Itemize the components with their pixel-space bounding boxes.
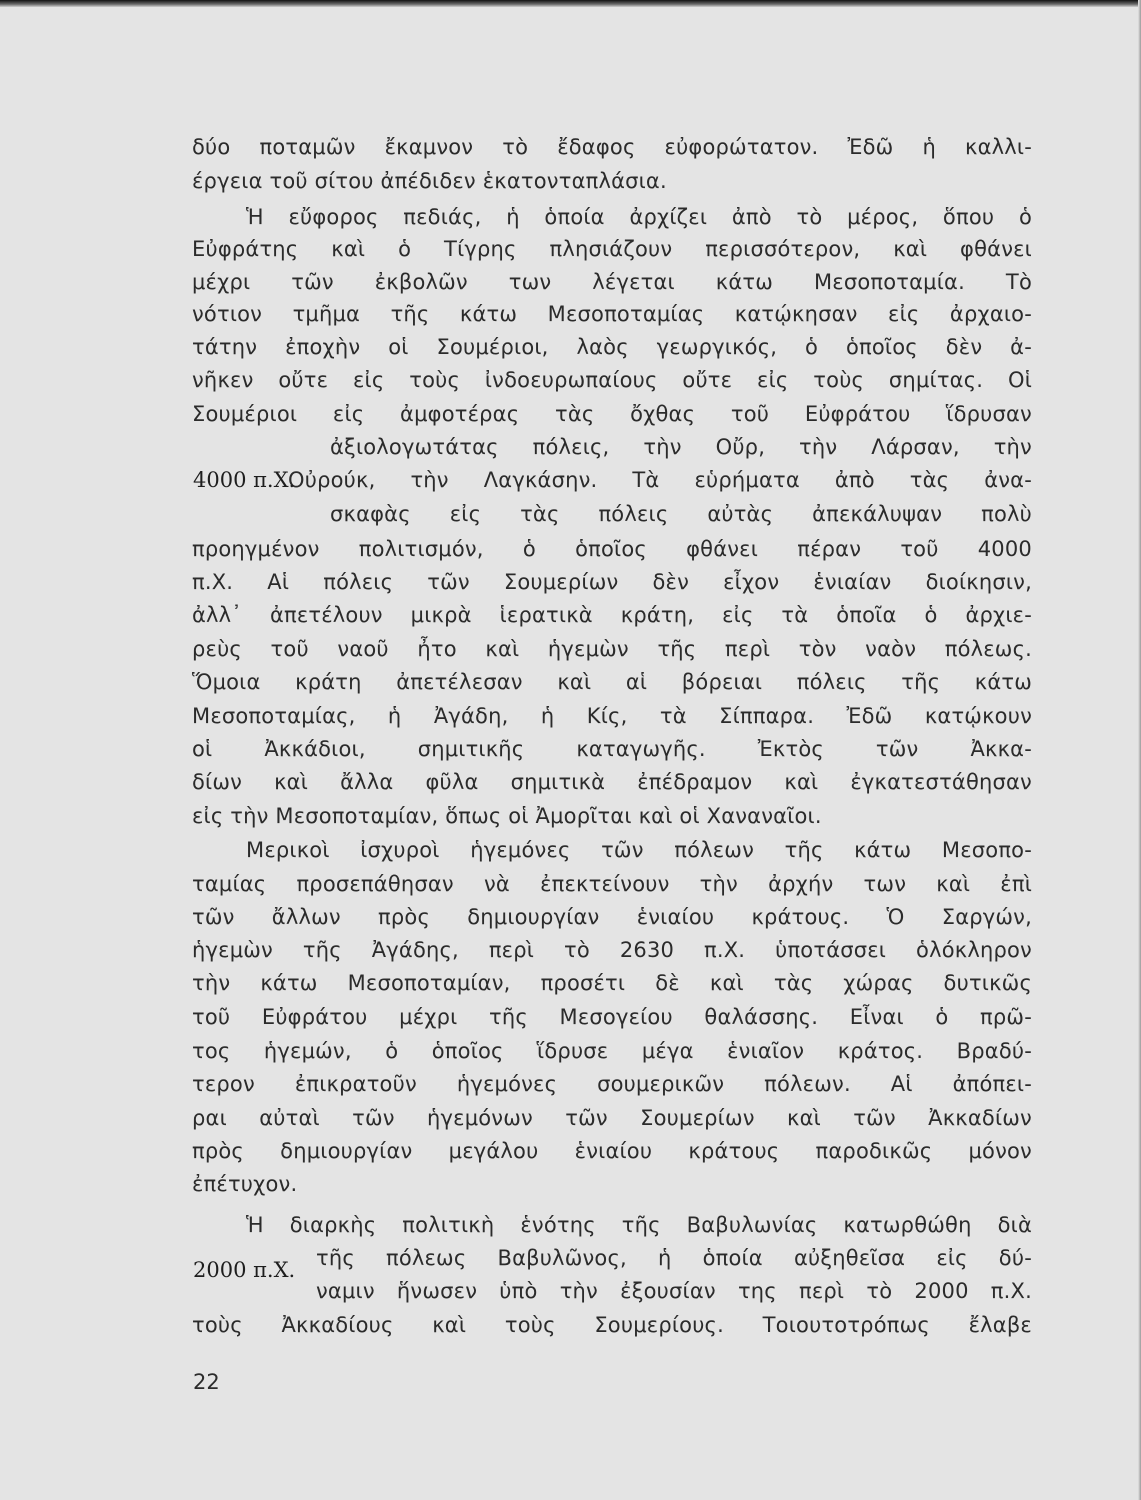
text-line: Μερικοὶ ἰσχυροὶ ἡγεμόνες τῶν πόλεων τῆς κάτω Μεσοπο- bbox=[246, 838, 1032, 862]
text-line: εἰς τὴν Μεσοποταμίαν, ὅπως οἱ Ἀμορῖται καὶ οἱ Χαναναῖοι. bbox=[192, 804, 822, 828]
text-line: νῆκεν οὔτε εἰς τοὺς ἰνδοευρωπαίους οὔτε εἰς τοὺς σημίτας. Οἱ bbox=[192, 368, 1032, 392]
text-line: δίων καὶ ἄλλα φῦλα σημιτικὰ ἐπέδραμον καὶ ἐγκατεστάθησαν bbox=[192, 770, 1032, 794]
text-line: δύο ποταμῶν ἔκαμνον τὸ ἔδαφος εὐφορώτατον. Ἐδῶ ἡ καλλι- bbox=[192, 135, 1032, 159]
text-line: σκαφὰς εἰς τὰς πόλεις αὐτὰς ἀπεκάλυψαν πολὺ bbox=[330, 502, 1032, 526]
text-line: Ἡ διαρκὴς πολιτικὴ ἑνότης τῆς Βαβυλωνίας κατωρθώθη διὰ bbox=[246, 1213, 1032, 1237]
text-line: ἀξιολογωτάτας πόλεις, τὴν Οὔρ, τὴν Λάρσαν, τὴν bbox=[330, 435, 1032, 459]
margin-date-note: 2000 π.Χ. bbox=[193, 1258, 296, 1282]
text-line: τοὺς Ἀκκαδίους καὶ τοὺς Σουμερίους. Τοιουτοτρόπως ἔλαβε bbox=[192, 1313, 1032, 1337]
text-line: οἱ Ἀκκάδιοι, σημιτικῆς καταγωγῆς. Ἐκτὸς τῶν Ἀκκα- bbox=[192, 737, 1032, 761]
text-line: τάτην ἐποχὴν οἱ Σουμέριοι, λαὸς γεωργικός, ὁ ὁποῖος δὲν ἀ- bbox=[192, 335, 1032, 359]
text-line: Ἡ εὔφορος πεδιάς, ἡ ὁποία ἀρχίζει ἀπὸ τὸ μέρος, ὅπου ὁ bbox=[246, 205, 1032, 229]
text-line: Μεσοποταμίας, ἡ Ἀγάδη, ἡ Κίς, τὰ Σίππαρα. Ἐδῶ κατῴκουν bbox=[192, 704, 1032, 728]
text-line: π.Χ. Αἱ πόλεις τῶν Σουμερίων δὲν εἶχον ἑνιαίαν διοίκησιν, bbox=[192, 570, 1032, 594]
text-line: ρεὺς τοῦ ναοῦ ἦτο καὶ ἡγεμὼν τῆς περὶ τὸν ναὸν πόλεως. bbox=[192, 637, 1032, 661]
page-number: 22 bbox=[193, 1370, 220, 1394]
text-line: τῶν ἄλλων πρὸς δημιουργίαν ἑνιαίου κράτους. Ὁ Σαργών, bbox=[192, 905, 1032, 929]
text-line: έργεια τοῦ σίτου ἀπέδιδεν ἑκατονταπλάσια. bbox=[192, 169, 667, 193]
text-line: νότιον τμῆμα τῆς κάτω Μεσοποταμίας κατῴκησαν εἰς ἀρχαιο- bbox=[192, 302, 1032, 326]
page-top-edge bbox=[0, 0, 1141, 7]
text-line: Οὐρούκ, τὴν Λαγκάσην. Τὰ εὑρήματα ἀπὸ τὰς ἀνα- bbox=[288, 468, 1032, 492]
text-line: τος ἡγεμών, ὁ ὁποῖος ἵδρυσε μέγα ἑνιαῖον κράτος. Βραδύ- bbox=[192, 1039, 1032, 1063]
text-line: προηγμένον πολιτισμόν, ὁ ὁποῖος φθάνει πέραν τοῦ 4000 bbox=[192, 537, 1032, 561]
text-line: ραι αὐταὶ τῶν ἡγεμόνων τῶν Σουμερίων καὶ τῶν Ἀκκαδίων bbox=[192, 1106, 1032, 1130]
text-line: πρὸς δημιουργίαν μεγάλου ἑνιαίου κράτους παροδικῶς μόνον bbox=[192, 1139, 1032, 1163]
text-line: ἀλλ᾽ ἀπετέλουν μικρὰ ἱερατικὰ κράτη, εἰς τὰ ὁποῖα ὁ ἀρχιε- bbox=[192, 603, 1032, 627]
text-line: τοῦ Εὐφράτου μέχρι τῆς Μεσογείου θαλάσσης. Εἶναι ὁ πρῶ- bbox=[192, 1005, 1032, 1029]
text-line: ἡγεμὼν τῆς Ἀγάδης, περὶ τὸ 2630 π.Χ. ὑποτάσσει ὁλόκληρον bbox=[192, 938, 1032, 962]
text-line: μέχρι τῶν ἐκβολῶν των λέγεται κάτω Μεσοποταμία. Τὸ bbox=[192, 270, 1032, 294]
text-line: τερον ἐπικρατοῦν ἡγεμόνες σουμερικῶν πόλεων. Αἱ ἀπόπει- bbox=[192, 1072, 1032, 1096]
text-line: τῆς πόλεως Βαβυλῶνος, ἡ ὁποία αὐξηθεῖσα εἰς δύ- bbox=[316, 1246, 1032, 1270]
text-line: τὴν κάτω Μεσοποταμίαν, προσέτι δὲ καὶ τὰς χώρας δυτικῶς bbox=[192, 971, 1032, 995]
text-line: Εὐφράτης καὶ ὁ Τίγρης πλησιάζουν περισσότερον, καὶ φθάνει bbox=[192, 237, 1032, 261]
text-line: Σουμέριοι εἰς ἀμφοτέρας τὰς ὄχθας τοῦ Εὐφράτου ἵδρυσαν bbox=[192, 402, 1032, 426]
text-line: Ὅμοια κράτη ἀπετέλεσαν καὶ αἱ βόρειαι πόλεις τῆς κάτω bbox=[192, 670, 1032, 694]
margin-date-note: 4000 π.Χ. bbox=[193, 468, 296, 492]
text-line: ἐπέτυχον. bbox=[192, 1172, 298, 1196]
text-line: ταμίας προσεπάθησαν νὰ ἐπεκτείνουν τὴν ἀρχήν των καὶ ἐπὶ bbox=[192, 872, 1032, 896]
text-line: ναμιν ἥνωσεν ὑπὸ τὴν ἐξουσίαν της περὶ τὸ 2000 π.Χ. bbox=[316, 1279, 1032, 1303]
